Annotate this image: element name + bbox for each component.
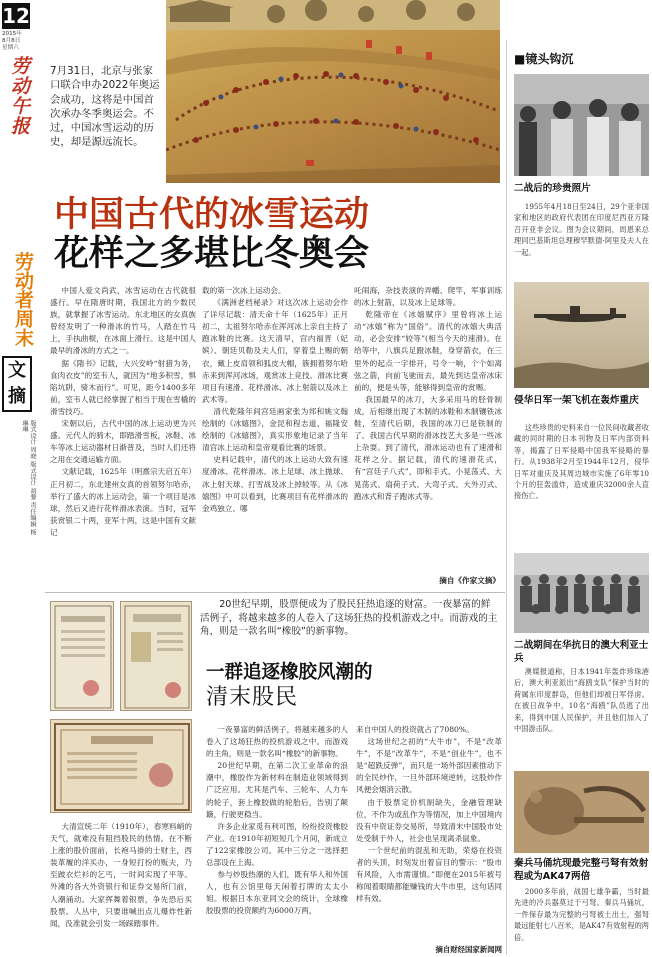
photo-title-3: 二战期间在华抗日的澳大利亚士兵 (514, 640, 649, 664)
paragraph: 据《隋书》记载，大兴安岭“射猎为务，食肉衣皮”的室韦人，就因为“地多积雪，惧陷坑阱，骑木而行”。可见，距今1400多年前，室韦人就已经掌握了相当于现在雪橇的滑雪技巧。 (50, 358, 196, 416)
issue-date-day: 8月8日 (2, 38, 21, 44)
article1-column-2 (202, 285, 348, 585)
photo-caption-2: 这些珍贵的史料来自一位民间收藏者收藏的同时期的日本刊物及日军内部资料等，揭露了日军侵略中国我军侵略的暴行。从1938年2月至1944年12月，侵华日军对重庆及其周边城市实施了6年零10个月的狂轰滥炸，造成重庆32000余人直接伤亡。 (514, 423, 649, 501)
right-column-section-title: ■镜头钩沉 (514, 52, 574, 66)
article2-title-line-1: 一群追逐橡胶风潮的 (206, 662, 373, 683)
photo-title-4: 秦兵马俑坑现最完整弓弩有效射程或为AK47两倍 (514, 858, 649, 882)
certificate-illustration (51, 720, 192, 813)
photo-bomber-over-chongqing (514, 282, 649, 388)
issue-date-weekday: 星期六 (2, 45, 19, 51)
photo-caption-4: 2000多年前，战国七雄争霸，当时最先进的冷兵器莫过于弓弩。秦兵马俑坑，一件保存最为完整的弓弩被土出土，强弩最远能射七八百米，是AK47有效射程的两倍。 (514, 887, 649, 942)
ice-festival-painting (166, 0, 500, 183)
article2-column-2 (206, 724, 348, 957)
stock-certificate-2 (120, 601, 192, 711)
paragraph: 中国人爱文尚武，冰雪运动在古代就很盛行。早在隋唐时期，我国北方的少数民族，就掌握了冰雪运动。东北地区的女真族曾经发明了一种滑冰的竹马，人踏在竹马上，手执曲棍，在冰面上滑行。这是中国人最早的滑冰的方式之一。 (50, 286, 196, 356)
paragraph: 20世纪早期，在第二次工业革命的浪潮中，橡胶作为新材料在制造业领域得到广泛应用。尤其是汽车、三轮车、人力车的轮子，套上橡胶做的轮胎后，告别了颠簸，行驶更稳当。 (206, 761, 348, 819)
article1-column-3 (354, 285, 502, 573)
stock-certificate-1 (50, 601, 114, 711)
photo-illustration (514, 771, 649, 853)
weekly-section-title: 劳动者周末 (12, 252, 34, 347)
paragraph: 来自中国人的投资就占了7080%。 (356, 725, 474, 734)
issue-date-year: 2015年 (2, 31, 22, 37)
section-label-box: 文摘 (2, 356, 32, 412)
paragraph: 文献记载，1625年（明熹宗天启五年）正月初二，东北建州女真的首领努尔哈赤，举行了盛大的冰上运动会，第一个项目是冰球，然后又进行花样滑冰表演。当时，冠军获赏银二十两，亚军十两，这是中国有文献记 (50, 467, 196, 537)
paragraph: 这场世纪之初的“大牛市”，不是“改革牛”，不是“改革牛”，不是“创业牛”，也不是“超跌反弹”，而只是一场外部因素推动下的全民炒作，一旦外部环境逆转，这股炒作风便会烟消云散。 (356, 737, 502, 795)
page-number: 12 (2, 4, 30, 28)
paragraph: 我国最早的冰刀，大多采用马的胫骨制成，后相继出现了木制的冰鞋和木制镶铁冰鞋，至清代后期，我国的冰刀已是铁制的了。我国古代早期的滑冰技艺大多是一些冰上杂耍。到了清代，滑冰运动也有了速滑和花样之分。据记载，清代的速滑花式，有“宫廷子八式”，即和手式、小晃荡式、大晃荡式、扇荷子式、大弯子式、大外刃式、跑冰式和背子跑冰式等。 (354, 394, 502, 501)
paragraph: 乾隆帝在《冰嬉赋序》里曾将冰上运动“冰嬉”称为“国俗”。清代的冰嬉大典活动，必会安排“较等”(相当今天的速滑)。在给等中，八旗兵足蹬冰鞋，身穿箭衣，在三里外的起点一字排开，号令一响，个个如离弦之箭，向前飞驰而去，最先到达皇帝冰床前的，便是头等，能够得到皇帝的赏赐。 (354, 310, 502, 392)
main-headline-line-2: 花样之多堪比冬奥会 (54, 234, 370, 274)
certificate-illustration (121, 602, 192, 711)
article2-lead: 20世纪早期，股票便成为了股民狂热追逐的财富。一夜暴富的鲜活例子，将越来越多的人卷入了这场狂热的投机游戏之中。而游戏的主角，则是一款名叫“橡胶”的新事物。 (200, 599, 498, 637)
paragraph: 载的第一次冰上运动会。 (202, 286, 286, 295)
paragraph: 清代乾隆年间宫廷画家张为邦和姚文翰绘制的《冰嬉图》，金昆和程志道、福隆安绘制的《冰嬉图》，真实形象地记录了当年清宫冰上运动和皇帝观看比赛的场景。 (202, 406, 348, 453)
photo-title-2: 侵华日军一架飞机在轰炸重庆 (514, 395, 639, 406)
paragraph: 一夜暴富的鲜活例子，将越来越多的人卷入了这场狂热的投机游戏之中。而游戏的主角，则是一款名叫“橡胶”的新事物。 (206, 725, 348, 759)
photo-illustration (514, 553, 649, 633)
issue-date (2, 31, 38, 52)
paragraph: 大清宣统二年（1910年），春寒料峭的天气，就难没有阻挡股民的热情。在不断上涨的股价面前，长袍马褂的士财主，西装革履的洋买办，一身短打扮的贩夫，乃至跛衣烂衫的乞丐，一时间实现了平等。外滩的各大外资银行和证券交易所门前，人潮涌动。大家挥舞着银票，争先恐后买股票。人丛中，只要谁喊出点儿爆炸性新闻，没准就会引发一场踩踏事件。 (50, 822, 192, 928)
article2-column-3 (356, 724, 502, 942)
article1-source: 摘自《作家文摘》 (439, 576, 500, 585)
paragraph: 《满洲老档秘录》对这次冰上运动会作了详尽记载：清天命十年（1625年）正月初二，太祖努尔哈赤在浑河冰上亲自主持了跑冰鞋的比赛。这天清早，宫内福晋（妃嫔）、朝廷贝勒及夫人们，穿着皇上赐的朝衣，戴上皮肩领和狐皮大帽，簇拥着努尔哈赤来到浑河冰场，观赏冰上竞技。滑冰比赛项目有速滑、花样滑冰、冰上射箭以及冰上武术等。 (202, 298, 348, 404)
intro-paragraph: 7月31日，北京与张家口联合申办2022年奥运会成功，这将是中国首次承办冬季奥运会。不过，中国冰雪运动的历史，却是源远流长。 (50, 65, 160, 149)
painting-illustration (166, 0, 500, 183)
paragraph: 宋朝以后，古代中国的冰上运动更为兴盛。元代人的骑木，即踏滑雪板，冰鞋、冰车等冰上运动器材日渐普及，当时人们还将之用在交通运输方面。 (50, 419, 196, 465)
article2-title-line-2: 清末股民 (206, 685, 299, 710)
section-divider (45, 592, 505, 593)
photo-caption-3: 澳媒报道称，日本1941年轰炸珍珠港后，澳大利亚派出“海鸥支队”保护当时的荷属东印度群岛，但他们却被日军俘虏。在被日战争中，10名“海鸥”队员逃了出来，得到中国人民保护，并且他们加入了中国游击队。 (514, 667, 649, 734)
paragraph: 吒闹海，杂技表演的弄幡、爬竿，军事训练的冰上射箭，以及冰上足球等。 (354, 286, 502, 308)
masthead-strip (0, 0, 41, 957)
photo-illustration (514, 74, 649, 176)
paragraph: 由于股票定价机制缺失，金融管理缺位，不作为或乱作为等情况，加上中国境内没有中资证券交易所，导致清末中国股市处处受制于外人，社会也呈现离杀鼠象。 (356, 797, 502, 843)
certificate-illustration (51, 602, 114, 711)
photo-terracotta-crossbow (514, 771, 649, 853)
paragraph: 参与炒股热潮的人们，既有华人和外国人，也有公馆里每天闲着打牌的太太小姐。根据日本东亚同文会的统计，全球橡胶股票的投资额约为6000万两， (206, 870, 348, 916)
article1-column-1 (50, 285, 196, 585)
article2-source: 摘自财经国家新闻网 (435, 945, 502, 954)
newspaper-logo: 劳动午报 (8, 56, 30, 136)
article2-column-1 (50, 821, 192, 957)
paragraph: 一个世纪前的混乱和无助，荣烙在投资者的头顶，时刻发出着盲目的警示：“股市有风险，入市需谨慎。”即便在2015年被号称闻着眼睛都能赚钱的大牛市里，这句话同样有效。 (356, 845, 502, 904)
photo-bandung-conference (514, 74, 649, 176)
paragraph: 史料记载中，清代的冰上运动大致有速度滑冰、花样滑冰、冰上足球、冰上抛球、冰上射天球、打雪战及冰上掉较等。从《冰嬉图》中可以看到，比赛项目有花样滑冰的金鸡独立、哪 (202, 455, 348, 513)
photo-title-1: 二战后的珍贵照片 (514, 183, 591, 194)
photo-australian-soldiers (514, 553, 649, 633)
column-divider (506, 40, 507, 955)
photo-illustration (514, 282, 649, 388)
stock-certificate-images (50, 601, 192, 813)
editor-credits: 版式设计 周晓 版式设计 胡黎 责任编辑 杨琳琳 (21, 420, 36, 536)
stock-certificate-3 (50, 719, 192, 813)
photo-caption-1: 1955年4月18日至24日，29个亚非国家和地区的政府代表团在印度尼西亚万隆召开亚非会议。图为会议期间，周恩来总理同巴基斯坦总理穆罕默德·阿里及夫人在一起。 (514, 202, 649, 257)
paragraph: 许多企业家觅有利可图，纷纷投资橡胶产业。在1910年初短短几个月间，新成立了122家橡胶公司。其中三分之一选择把总部设在上海。 (206, 821, 348, 868)
main-headline-line-1: 中国古代的冰雪运动 (54, 195, 370, 235)
